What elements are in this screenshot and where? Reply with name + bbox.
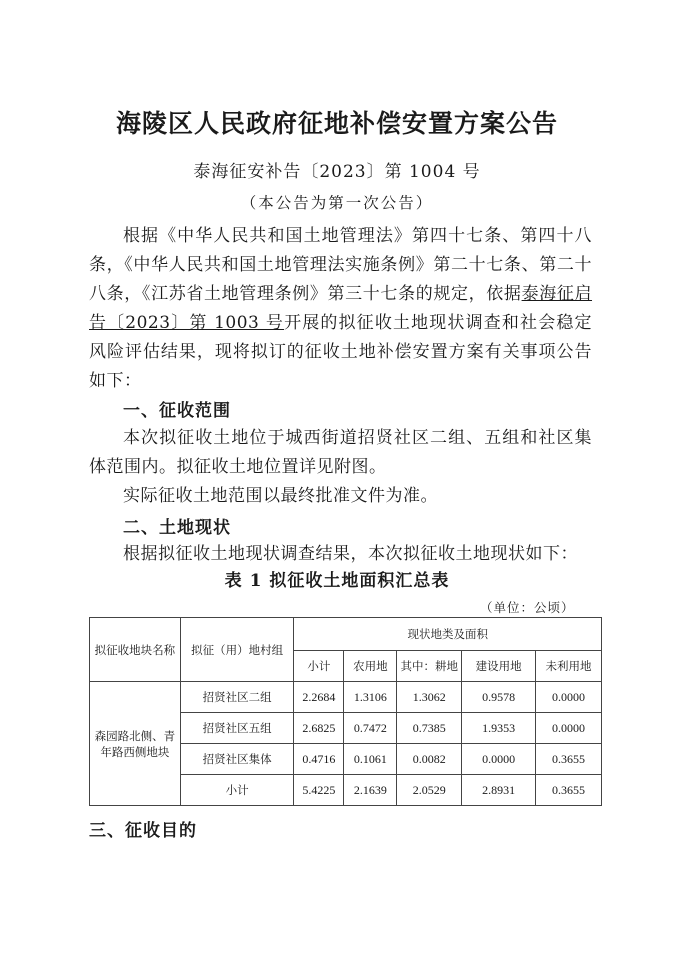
total-label-cell: 小计 (180, 775, 294, 806)
table-row (90, 682, 602, 713)
intro-text-before: 根据《中华人民共和国土地管理法》第四十七条、第四十八条，《中华人民共和国土地管理法实施条例》第二十七条、第二十八条，《江苏省土地管理条例》第三十七条的规定，依据 (89, 226, 592, 304)
block-name-cell: 森园路北侧、青年路西侧地块 (90, 682, 181, 806)
intro-text-after: 开展的拟征收土地现状调查和社会稳定风险评估结果，现将拟订的征收土地补偿安置方案有关事项公告如下： (89, 313, 592, 391)
village-group-cell: 招贤社区集体 (180, 744, 294, 775)
unused-cell: 0.3655 (536, 744, 602, 775)
scope-note-paragraph: 实际征收土地范围以最终批准文件为准。 (123, 486, 438, 506)
section-heading-purpose: 三、征收目的 (89, 821, 197, 841)
section-heading-scope: 一、征收范围 (123, 401, 231, 421)
land-status-paragraph: 根据拟征收土地现状调查结果，本次拟征收土地现状如下： (123, 544, 578, 564)
land-area-summary-table (89, 617, 602, 806)
total-construction-cell: 2.8931 (462, 775, 536, 806)
construction-cell: 1.9353 (462, 713, 536, 744)
farmland-cell: 0.0082 (397, 744, 462, 775)
subtotal-cell: 0.4716 (294, 744, 344, 775)
intro-paragraph (89, 222, 592, 396)
header-status-group: 现状地类及面积 (294, 618, 602, 651)
total-subtotal-cell: 5.4225 (294, 775, 344, 806)
total-farmland-cell: 2.0529 (397, 775, 462, 806)
scope-paragraph: 本次拟征收土地位于城西街道招贤社区二组、五组和社区集体范围内。拟征收土地位置详见附图。 (89, 428, 592, 477)
unused-cell: 0.0000 (536, 682, 602, 713)
header-farmland: 其中：耕地 (397, 651, 462, 682)
referenced-notice-link[interactable]: 泰海征启告〔2023〕第 1003 号 (89, 284, 593, 333)
table-unit: （单位：公顷） (480, 600, 575, 615)
subtotal-cell: 2.6825 (294, 713, 344, 744)
header-village-group: 拟征（用）地村组 (180, 618, 294, 682)
total-agricultural-cell: 2.1639 (344, 775, 397, 806)
header-block-name: 拟征收地块名称 (90, 618, 181, 682)
header-subtotal: 小计 (294, 651, 344, 682)
header-agricultural: 农用地 (344, 651, 397, 682)
header-construction: 建设用地 (462, 651, 536, 682)
village-group-cell: 招贤社区二组 (180, 682, 294, 713)
subtotal-cell: 2.2684 (294, 682, 344, 713)
section-heading-land-status: 二、土地现状 (123, 518, 231, 538)
agricultural-cell: 1.3106 (344, 682, 397, 713)
header-unused: 未利用地 (536, 651, 602, 682)
construction-cell: 0.9578 (462, 682, 536, 713)
total-unused-cell: 0.3655 (536, 775, 602, 806)
page-title: 海陵区人民政府征地补偿安置方案公告 (115, 109, 558, 138)
document-number: 泰海征安补告〔2023〕第 1004 号 (193, 162, 481, 182)
agricultural-cell: 0.1061 (344, 744, 397, 775)
announcement-note: （本公告为第一次公告） (240, 194, 434, 212)
farmland-cell: 1.3062 (397, 682, 462, 713)
construction-cell: 0.0000 (462, 744, 536, 775)
unused-cell: 0.0000 (536, 713, 602, 744)
table-caption: 表 1 拟征收土地面积汇总表 (224, 571, 450, 591)
village-group-cell: 招贤社区五组 (180, 713, 294, 744)
farmland-cell: 0.7385 (397, 713, 462, 744)
agricultural-cell: 0.7472 (344, 713, 397, 744)
